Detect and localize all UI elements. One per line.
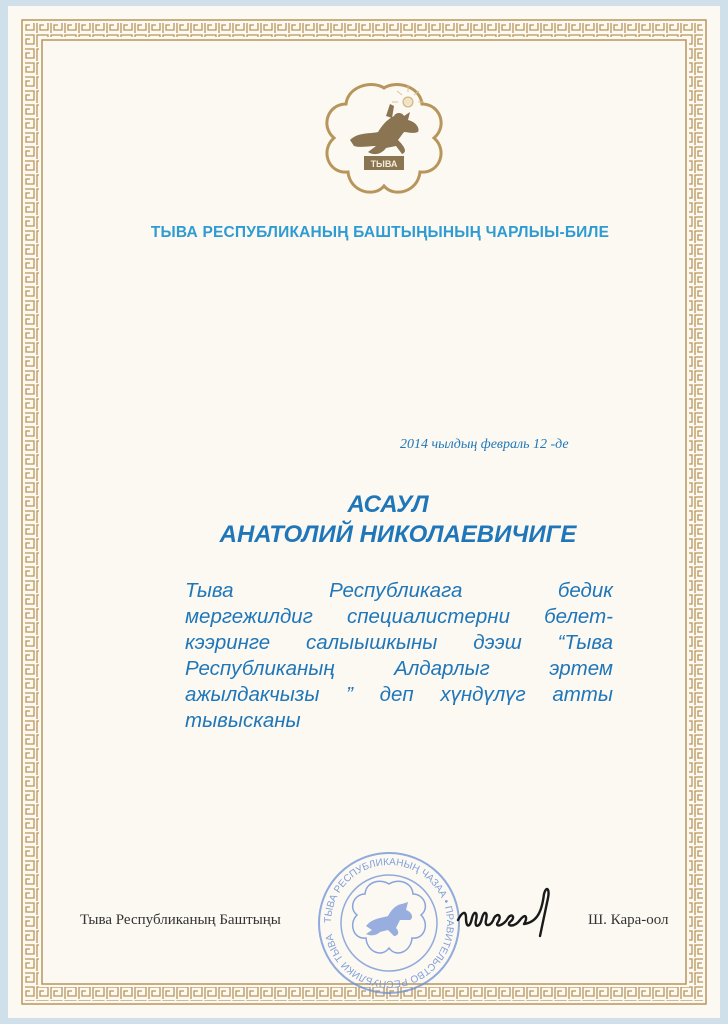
award-text-line: Тыва Республикага бедик (185, 579, 613, 602)
tuva-emblem-icon (324, 82, 444, 200)
award-text-line: тывысканы (185, 709, 301, 732)
award-text (185, 578, 613, 734)
award-text-line: кээринге салыышкыны дээш “Тыва (185, 631, 613, 654)
award-text-line: ажылдакчызы ” деп хүндүлүг атты (185, 683, 613, 706)
award-text-line: Республиканың Алдарлыг эртем (185, 657, 613, 680)
certificate-sheet (8, 6, 720, 1018)
emblem-label: ТЫВА (370, 159, 398, 169)
signatory-name: Ш. Кара-оол (588, 912, 669, 928)
official-stamp-icon (314, 848, 464, 998)
signature-icon (454, 884, 558, 944)
award-text-line: мергежилдиг специалистерни белет- (185, 605, 613, 628)
stamp-text: ТЫВА РЕСПУБЛИКАНЫҢ ЧАЗАА • ПРАВИТЕЛЬСТВО РЕСПУБЛИКИ ТЫВА (322, 856, 456, 990)
recipient-surname: АСАУЛ (347, 491, 429, 518)
document-date: 2014 чылдың февраль 12 -де (400, 437, 569, 452)
signatory-position: Тыва Республиканың Баштыңы (80, 912, 281, 928)
recipient-name: АНАТОЛИЙ НИКОЛАЕВИЧИГЕ (219, 521, 577, 548)
page-title: ТЫВА РЕСПУБЛИКАНЫҢ БАШТЫҢЫНЫҢ ЧАРЛЫЫ-БИЛЕ (150, 224, 610, 241)
